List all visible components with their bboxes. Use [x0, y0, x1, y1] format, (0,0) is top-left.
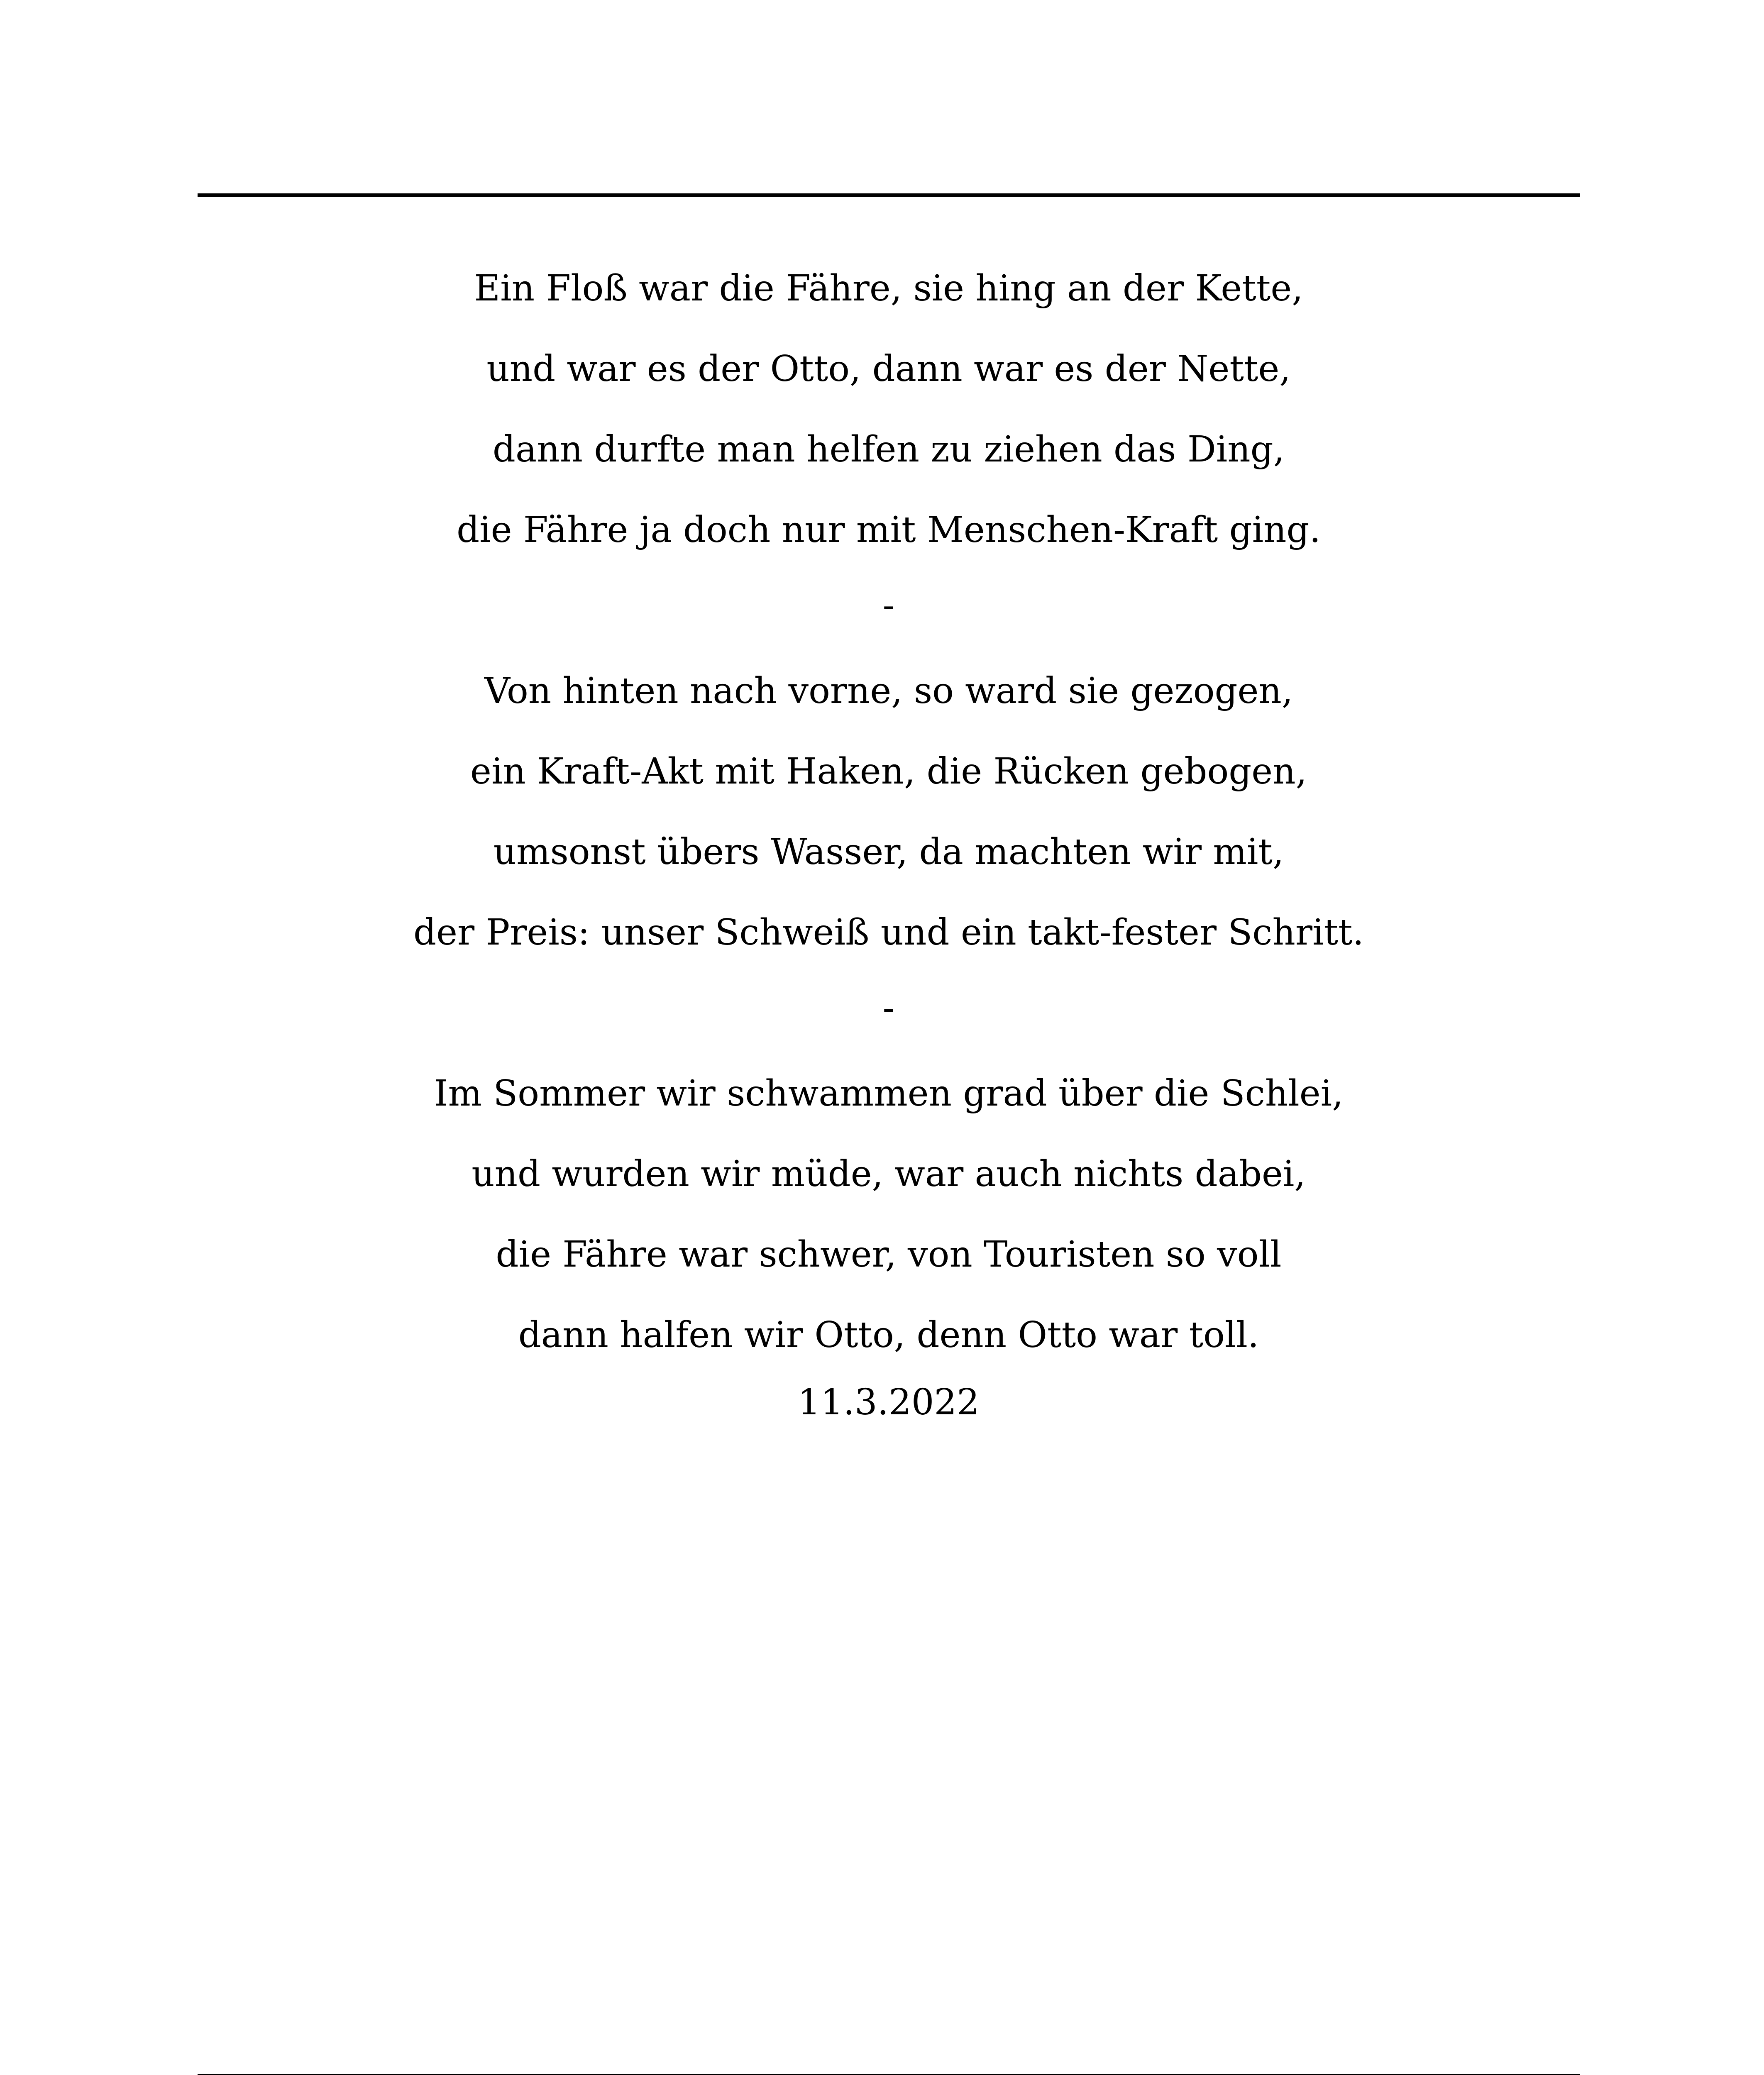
header-rule [198, 193, 1580, 197]
stanza-separator: - [882, 585, 895, 626]
poem-line: Von hinten nach vorne, so ward sie gezogen, [484, 670, 1293, 712]
poem-line: umsonst übers Wasser, da machten wir mit, [493, 831, 1284, 873]
poem-line: die Fähre war schwer, von Touristen so voll [496, 1234, 1282, 1275]
poem-line: Ein Floß war die Fähre, sie hing an der Kette, [474, 268, 1303, 309]
poem-line: dann halfen wir Otto, denn Otto war toll. [518, 1314, 1259, 1356]
poem-date: 11.3.2022 [798, 1382, 980, 1423]
poem [198, 248, 1580, 1456]
stanza-separator: - [882, 987, 895, 1029]
poem-line: der Preis: unser Schweiß und ein takt-fester Schritt. [413, 912, 1364, 953]
poem-line: ein Kraft-Akt mit Haken, die Rücken gebogen, [470, 751, 1307, 792]
poem-line: Im Sommer wir schwammen grad über die Schlei, [434, 1073, 1344, 1114]
poem-line: dann durfte man helfen zu ziehen das Ding, [492, 429, 1285, 470]
poem-line: die Fähre ja doch nur mit Menschen-Kraft ging. [457, 509, 1321, 551]
poem-line: und wurden wir müde, war auch nichts dabei, [472, 1153, 1306, 1195]
poem-line: und war es der Otto, dann war es der Nette, [486, 348, 1291, 390]
